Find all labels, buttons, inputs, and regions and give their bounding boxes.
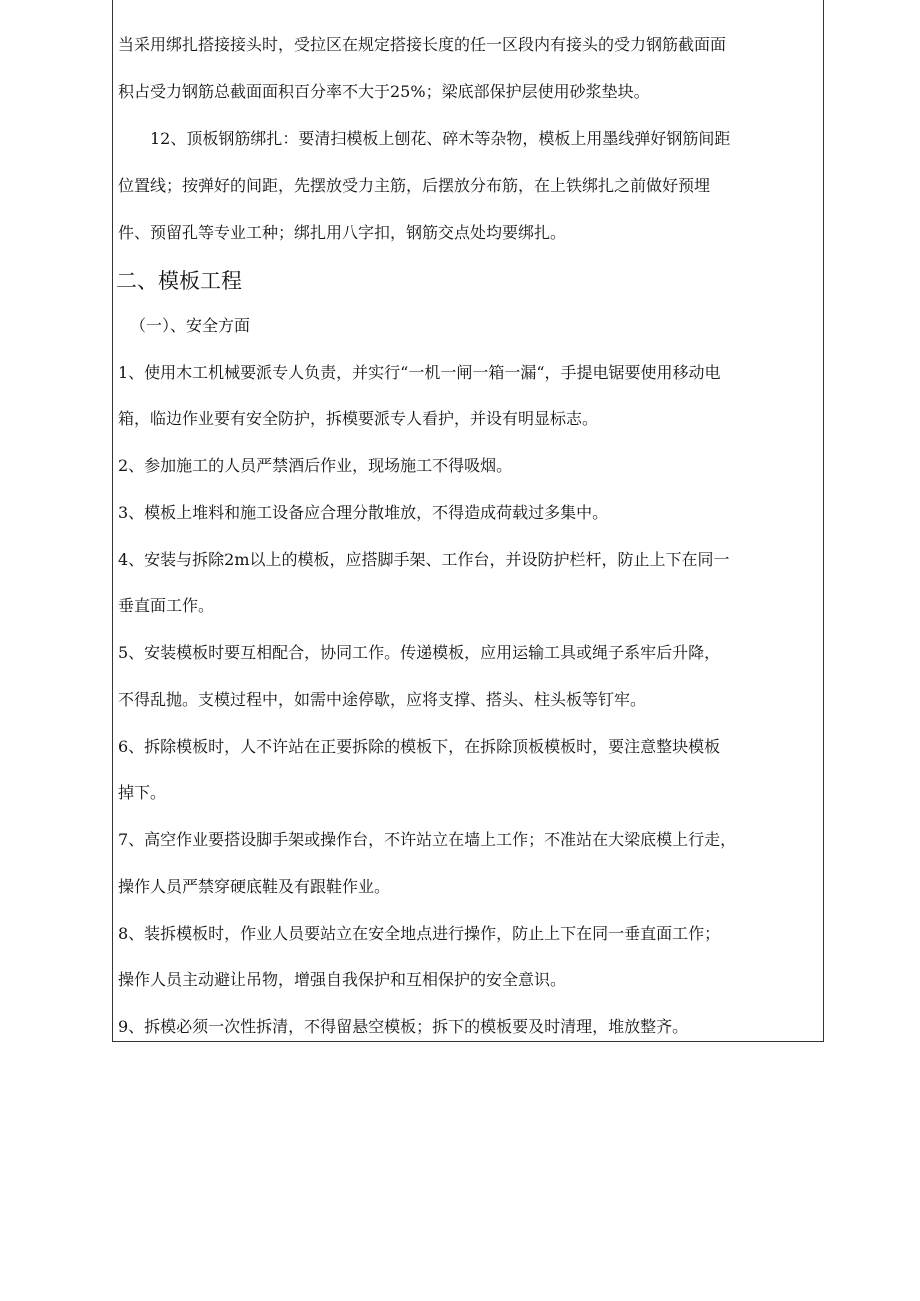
list-item-line: 不得乱抛。支模过程中，如需中途停歇，应将支撑、搭头、柱头板等钉牢。 bbox=[118, 690, 647, 709]
paragraph-line: 件、预留孔等专业工种；绑扎用八字扣，钢筋交点处均要绑扎。 bbox=[118, 223, 567, 242]
paragraph-line: 12、顶板钢筋绑扎：要清扫模板上刨花、碎木等杂物，模板上用墨线弹好钢筋间距 bbox=[150, 129, 731, 148]
list-item-line: 3、模板上堆料和施工设备应合理分散堆放，不得造成荷载过多集中。 bbox=[118, 503, 609, 522]
list-item-line: 8、装拆模板时，作业人员要站立在安全地点进行操作，防止上下在同一垂直面工作； bbox=[118, 924, 721, 943]
subsection-heading: （一）、安全方面 bbox=[130, 316, 251, 335]
list-item-line: 垂直面工作。 bbox=[118, 596, 215, 615]
list-item-line: 操作人员主动避让吊物，增强自我保护和互相保护的安全意识。 bbox=[118, 970, 567, 989]
list-item-line: 箱，临边作业要有安全防护，拆模要派专人看护，并设有明显标志。 bbox=[118, 409, 599, 428]
list-item-line: 4、安装与拆除2m以上的模板，应搭脚手架、工作台，并设防护栏杆，防止上下在同一 bbox=[118, 550, 730, 569]
list-item-line: 7、高空作业要搭设脚手架或操作台，不许站立在墙上工作；不准站在大梁底模上行走， bbox=[118, 830, 737, 849]
list-item-line: 2、参加施工的人员严禁酒后作业，现场施工不得吸烟。 bbox=[118, 456, 513, 475]
list-item-line: 掉下。 bbox=[118, 783, 167, 802]
paragraph-line: 当采用绑扎搭接接头时，受拉区在规定搭接长度的任一区段内有接头的受力钢筋截面面 bbox=[118, 35, 727, 54]
list-item-line: 5、安装模板时要互相配合，协同工作。传递模板，应用运输工具或绳子系牢后升降， bbox=[118, 643, 721, 662]
list-item-line: 操作人员严禁穿硬底鞋及有跟鞋作业。 bbox=[118, 877, 391, 896]
list-item-line: 9、拆模必须一次性拆清，不得留悬空模板；拆下的模板要及时清理，堆放整齐。 bbox=[118, 1017, 689, 1036]
paragraph-line: 位置线；按弹好的间距，先摆放受力主筋，后摆放分布筋，在上铁绑扎之前做好预埋 bbox=[118, 176, 711, 195]
paragraph-line: 积占受力钢筋总截面面积百分率不大于25%；梁底部保护层使用砂浆垫块。 bbox=[118, 82, 650, 101]
list-item-line: 6、拆除模板时，人不许站在正要拆除的模板下，在拆除顶板模板时，要注意整块模板 bbox=[118, 737, 721, 756]
section-heading: 二、模板工程 bbox=[116, 269, 242, 293]
list-item-line: 1、使用木工机械要派专人负责，并实行“一机一闸一箱一漏“，手提电锯要使用移动电 bbox=[118, 363, 721, 382]
